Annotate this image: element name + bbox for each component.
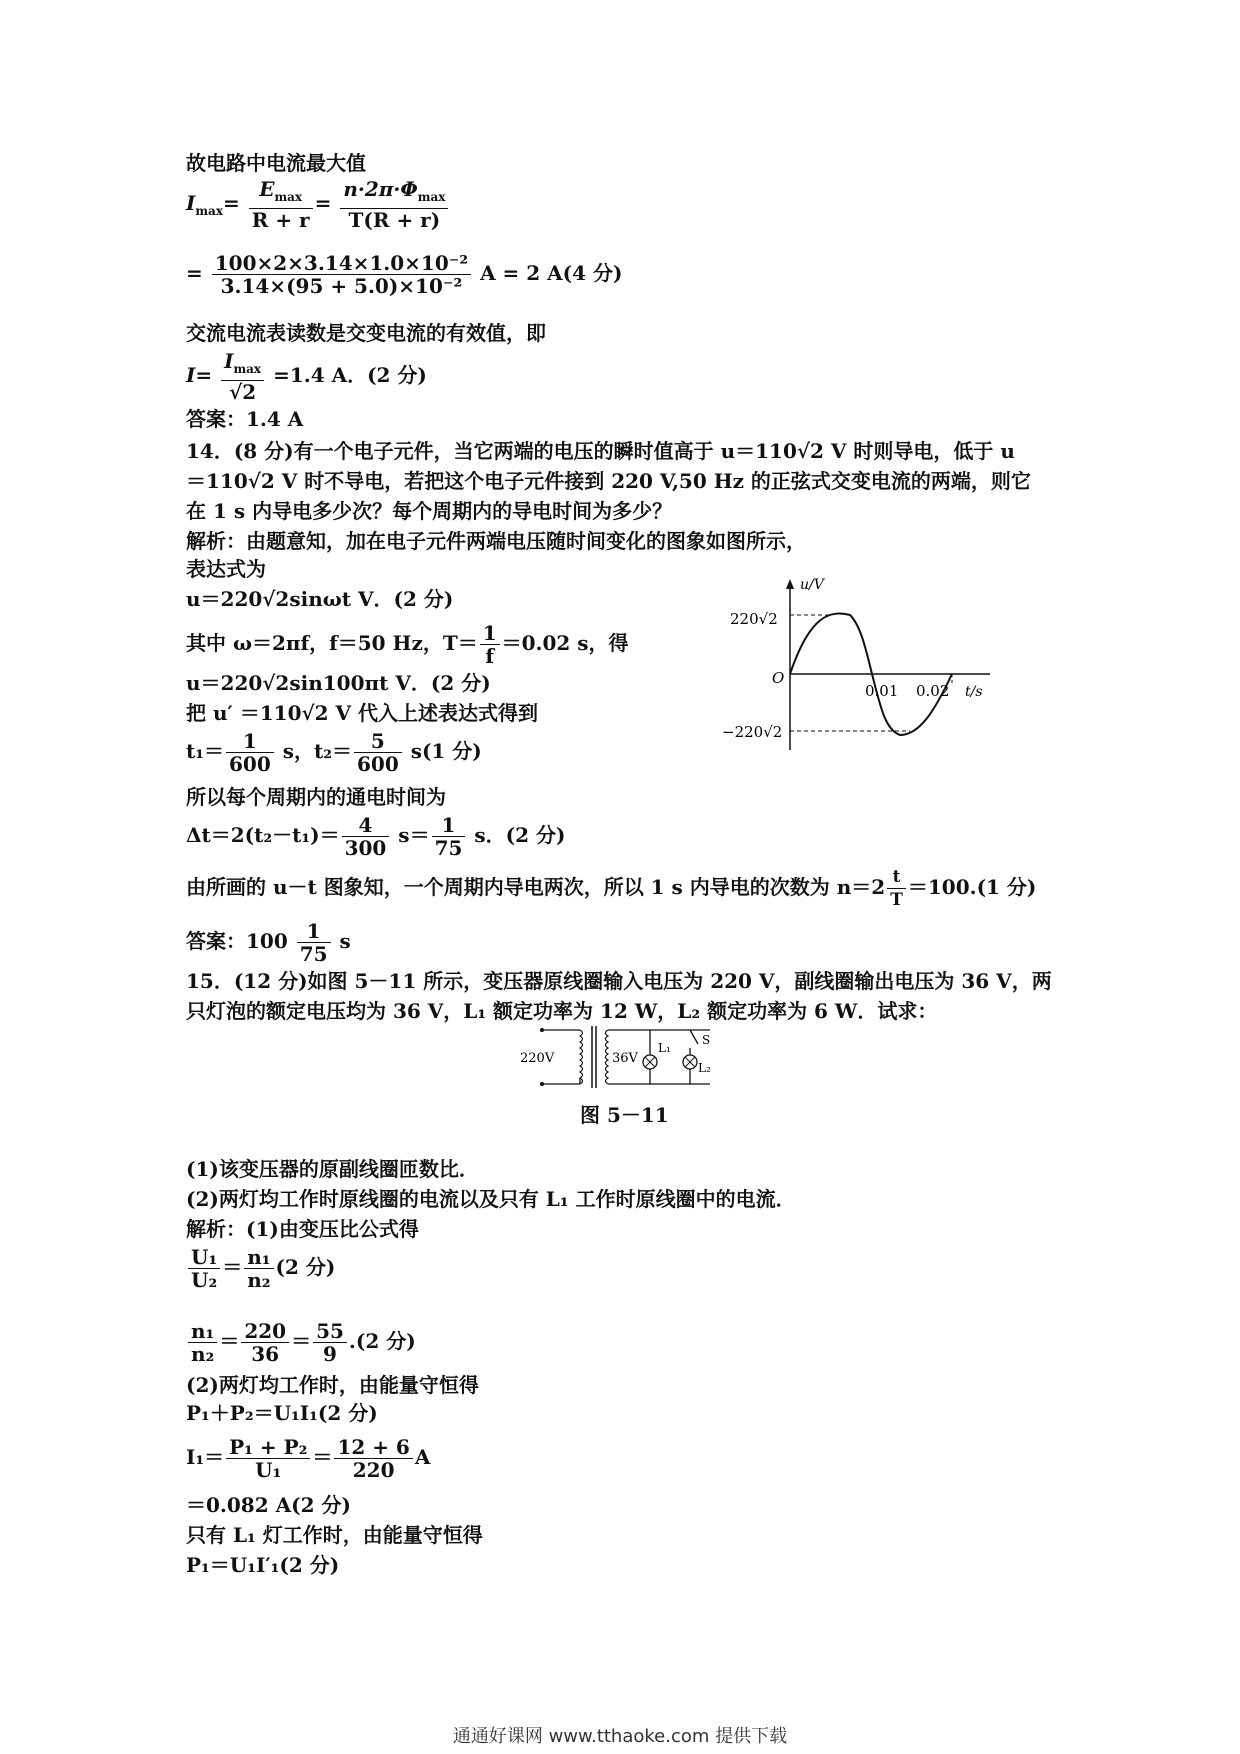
formula-text: Δt＝2(t₂－t₁)＝	[186, 823, 340, 847]
denominator: f	[485, 644, 494, 668]
question-text: ＝110√2 V 时不导电，若把这个电子元件接到 220 V,50 Hz 的正弦式交变电流的两端，则它	[186, 469, 1031, 493]
formula-line	[186, 622, 629, 667]
secondary-coil	[606, 1030, 609, 1084]
answer-text: s	[332, 929, 351, 953]
analysis-text: 只有 L₁ 灯工作时，由能量守恒得	[186, 1523, 483, 1547]
equals: ＝	[291, 1329, 312, 1353]
denominator: 600	[229, 752, 271, 776]
numerator: 5	[354, 730, 402, 753]
formula-line	[186, 814, 565, 859]
subscript: max	[233, 362, 262, 376]
primary-voltage-label: 220V	[520, 1051, 555, 1066]
numerator: n·2π·Φ	[343, 177, 418, 201]
numerator: 1	[432, 814, 466, 837]
subscript: max	[274, 190, 303, 204]
fraction	[340, 178, 448, 231]
denominator: 9	[323, 1342, 337, 1366]
formula-line: 把 u′ ＝110√2 V 代入上述表达式得到	[186, 701, 538, 725]
lamp-l2-label: L₂	[698, 1061, 711, 1075]
denominator: T(R + r)	[348, 208, 441, 232]
figure-caption: 图 5－11	[580, 1103, 669, 1127]
equals: ＝	[219, 1329, 240, 1353]
denominator: 75	[434, 836, 463, 860]
y-axis-label: u/V	[800, 577, 824, 593]
question-text: (2)两灯均工作时原线圈的电流以及只有 L₁ 工作时原线圈中的电流．	[186, 1187, 796, 1211]
formula-irms	[186, 350, 427, 403]
formula-text: s，t₂＝	[275, 739, 352, 763]
question-text: 15．(12 分)如图 5－11 所示，变压器原线圈输入电压为 220 V，副线圈输出电压为 36 V，两	[186, 969, 1052, 993]
formula-text: s＝	[391, 823, 430, 847]
equals: =	[186, 261, 203, 285]
equals: =	[223, 191, 240, 215]
formula-lhs: I=	[186, 363, 213, 387]
denominator: n₂	[247, 1268, 271, 1292]
y-axis-arrow	[786, 579, 794, 589]
fraction	[188, 1246, 220, 1291]
fraction	[244, 1246, 273, 1291]
formula-text: 其中 ω＝2πf，f＝50 Hz，T＝	[186, 631, 478, 655]
switch-label: S	[702, 1033, 711, 1047]
formula-text: s．(2 分)	[467, 823, 566, 847]
denominator: n₂	[191, 1342, 215, 1366]
answer-text: 答案：100	[186, 929, 295, 953]
y-tick-label: −220√2	[722, 723, 783, 741]
answer-line: 答案：1.4 A	[186, 407, 304, 431]
formula-result: A = 2 A(4 分)	[480, 261, 623, 285]
fraction	[212, 252, 471, 297]
analysis-text: 表达式为	[186, 557, 266, 581]
formula-symbol: I	[186, 191, 196, 215]
denominator: 600	[356, 752, 399, 776]
fraction	[354, 730, 402, 775]
numerator: E	[259, 177, 275, 201]
fraction	[297, 920, 331, 965]
formula-text: s(1 分)	[403, 739, 482, 763]
numerator: 1	[226, 730, 274, 753]
fraction	[334, 1436, 412, 1481]
formula-result: =1.4 A．(2 分)	[273, 363, 427, 387]
secondary-voltage-label: 36V	[612, 1051, 638, 1066]
numerator: 1	[480, 622, 500, 645]
numerator: t	[887, 866, 906, 889]
subscript: max	[195, 204, 223, 218]
text-line: 故电路中电流最大值	[186, 151, 366, 175]
analysis-text: (2)两灯均工作时，由能量守恒得	[186, 1373, 479, 1397]
transformer-circuit	[520, 1022, 750, 1094]
equals: ＝	[312, 1445, 333, 1469]
numerator: 4	[342, 814, 390, 837]
analysis-text: 解析：由题意知，加在电子元件两端电压随时间变化的图象如图所示，	[186, 529, 806, 553]
denominator: 75	[299, 942, 328, 966]
x-tick-label: 0.01	[865, 682, 899, 700]
fraction	[249, 178, 313, 231]
x-tick-label: 0.02	[916, 682, 950, 700]
fraction	[226, 1436, 310, 1481]
subscript: max	[417, 190, 446, 204]
fraction	[480, 622, 500, 667]
fraction	[432, 814, 466, 859]
numerator: U₁	[188, 1246, 220, 1269]
formula-line	[186, 1436, 430, 1481]
formula-line: u＝220√2sinωt V．(2 分)	[186, 587, 454, 611]
formula-text: (2 分)	[275, 1255, 336, 1279]
denominator: T	[890, 890, 903, 910]
numerator: P₁ + P₂	[226, 1436, 310, 1459]
formula-line	[186, 1246, 335, 1291]
text-line: 交流电流表读数是交变电流的有效值，即	[186, 321, 546, 345]
formula-text: 由所画的 u－t 图象知，一个周期内导电两次，所以 1 s 内导电的次数为 n＝2	[186, 875, 886, 899]
fraction	[226, 730, 274, 775]
question-text: (1)该变压器的原副线圈匝数比．	[186, 1157, 479, 1181]
formula-text: t₁＝	[186, 739, 224, 763]
formula-line	[186, 1320, 416, 1365]
numerator: n₁	[188, 1320, 217, 1343]
analysis-text: 解析：(1)由变压比公式得	[186, 1217, 419, 1241]
formula-line: ＝0.082 A(2 分)	[186, 1493, 351, 1517]
denominator: U₁	[255, 1458, 282, 1482]
u-t-graph	[720, 575, 1000, 755]
numerator: 220	[241, 1320, 289, 1343]
fraction	[188, 1320, 217, 1365]
numerator: I	[224, 349, 234, 373]
formula-line: u＝220√2sin100πt V．(2 分)	[186, 671, 491, 695]
fraction	[887, 866, 906, 911]
formula-text: I₁＝	[186, 1445, 225, 1469]
formula-text: .(2 分)	[348, 1329, 416, 1353]
numerator: 55	[313, 1320, 347, 1343]
primary-coil	[580, 1030, 583, 1084]
equals: ＝	[222, 1255, 243, 1279]
y-tick-label: 220√2	[730, 610, 778, 628]
fraction	[221, 350, 264, 403]
question-text: 在 1 s 内导电多少次？每个周期内的导电时间为多少？	[186, 499, 673, 523]
lamp-l1-label: L₁	[658, 1041, 671, 1055]
formula-line: P₁＋P₂＝U₁I₁(2 分)	[186, 1401, 378, 1425]
fraction	[313, 1320, 347, 1365]
denominator: 220	[352, 1458, 395, 1482]
denominator: U₂	[191, 1268, 218, 1292]
numerator: 100×2×3.14×1.0×10⁻²	[212, 252, 471, 275]
formula-imax	[186, 178, 450, 231]
numerator: 1	[297, 920, 331, 943]
equals: =	[314, 191, 332, 215]
formula-line	[186, 730, 482, 775]
formula-text: ＝0.02 s，得	[501, 631, 629, 655]
formula-calc	[186, 252, 622, 297]
denominator: 36	[251, 1342, 280, 1366]
formula-line: P₁＝U₁I′₁(2 分)	[186, 1553, 340, 1577]
origin-label: O	[772, 669, 785, 687]
switch-s	[690, 1030, 698, 1044]
formula-text: ＝100.(1 分)	[907, 875, 1037, 899]
denominator: 3.14×(95 + 5.0)×10⁻²	[220, 274, 463, 298]
analysis-text: 所以每个周期内的通电时间为	[186, 785, 446, 809]
question-text: 只灯泡的额定电压均为 36 V，L₁ 额定功率为 12 W，L₂ 额定功率为 6 W．试求：	[186, 999, 938, 1023]
numerator: 12 + 6	[334, 1436, 412, 1459]
fraction	[342, 814, 390, 859]
fraction	[241, 1320, 289, 1365]
numerator: n₁	[244, 1246, 273, 1269]
question-text: 14．(8 分)有一个电子元件，当它两端的电压的瞬时值高于 u＝110√2 V 时则导电，低于 u	[186, 439, 1015, 463]
formula-text: A	[414, 1445, 431, 1469]
x-axis-label: t/s	[965, 684, 983, 700]
footer-credit: 通通好课网 www.tthaoke.com 提供下载	[452, 1726, 788, 1747]
formula-line	[186, 866, 1036, 911]
denominator: 300	[344, 836, 387, 860]
denominator: R + r	[251, 208, 310, 232]
denominator: √2	[229, 380, 257, 404]
answer-line	[186, 920, 351, 965]
